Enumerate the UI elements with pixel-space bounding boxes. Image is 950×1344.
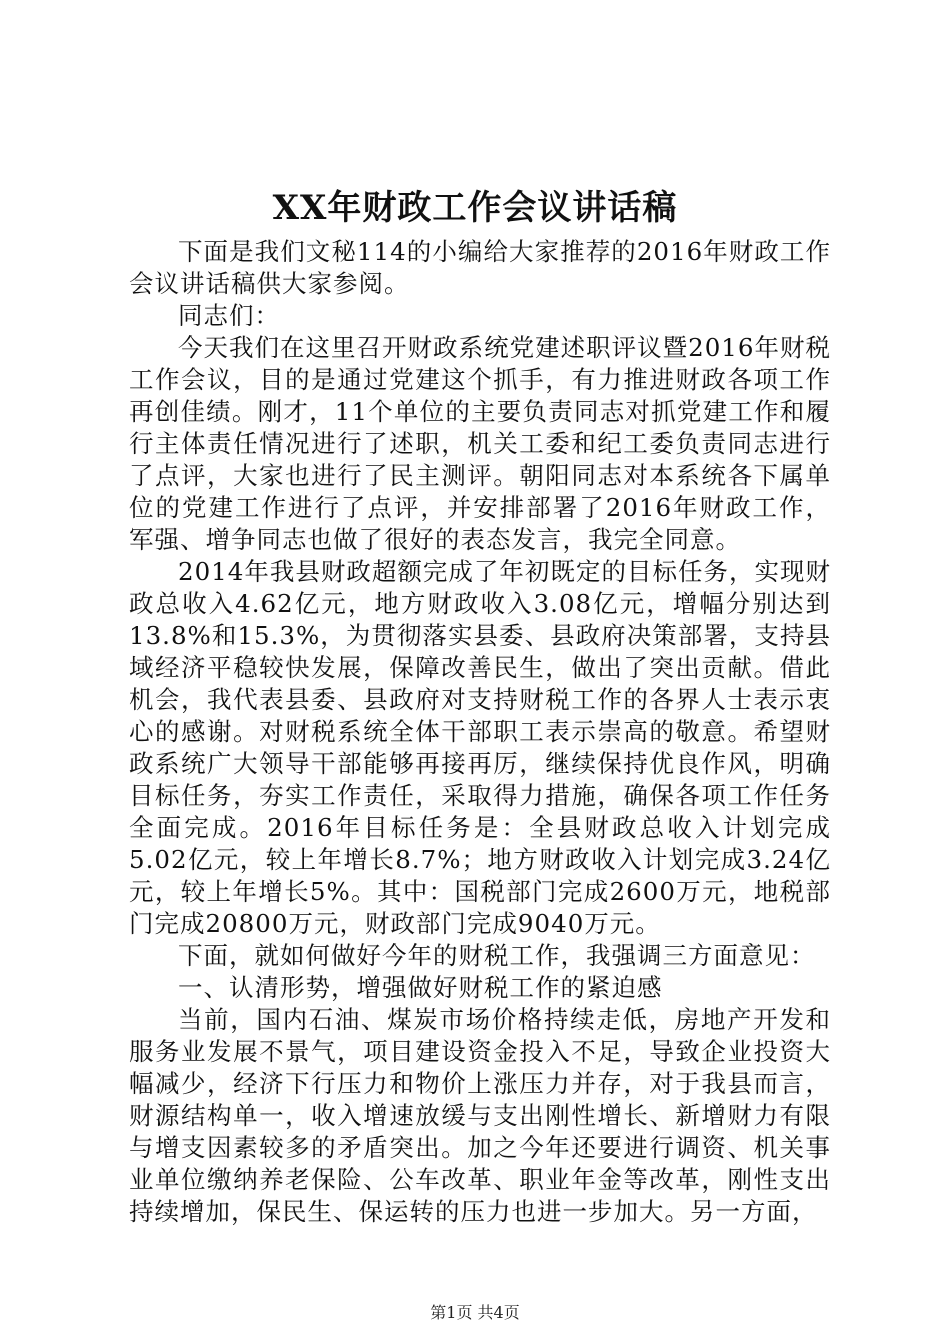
salutation: 同志们： <box>178 301 280 330</box>
body-paragraph: 下面，就如何做好今年的财税工作，我强调三方面意见： <box>178 941 816 970</box>
section-heading: 一、认清形势，增强做好财税工作的紧迫感 <box>178 973 663 1002</box>
intro-paragraph: 下面是我们文秘114的小编给大家推荐的2016年财政工作会议讲话稿供大家参阅。 <box>129 237 831 298</box>
document-body <box>129 236 831 1228</box>
body-paragraph: 2014年我县财政超额完成了年初既定的目标任务，实现财政总收入4.62亿元，地方财政收入3.08亿元，增幅分别达到13.8%和15.3%，为贯彻落实县委、县政府决策部署，支持县域经济平稳较快发展，保障改善民生，做出了突出贡献。借此机会，我代表县委、县政府对支持财税工作的各界人士表示衷心的感谢。对财税系统全体干部职工表示崇高的敬意。希望财政系统广大领导干部能够再接再厉，继续保持优良作风，明确目标任务，夯实工作责任，采取得力措施，确保各项工作任务全面完成。2016年目标任务是：全县财政总收入计划完成5.02亿元，较上年增长8.7%；地方财政收入计划完成3.24亿元，较上年增长5%。其中：国税部门完成2600万元，地税部门完成20800万元，财政部门完成9040万元。 <box>129 557 831 938</box>
page-footer: 第1页 共4页 <box>430 1303 520 1322</box>
document-title: XX年财政工作会议讲话稿 <box>272 188 678 228</box>
body-paragraph: 当前，国内石油、煤炭市场价格持续走低，房地产开发和服务业发展不景气，项目建设资金投入不足，导致企业投资大幅减少，经济下行压力和物价上涨压力并存，对于我县而言，财源结构单一，收入增速放缓与支出刚性增长、新增财力有限与增支因素较多的矛盾突出。加之今年还要进行调资、机关事业单位缴纳养老保险、公车改革、职业年金等改革，刚性支出持续增加，保民生、保运转的压力也进一步加大。另一方面， <box>129 1005 831 1226</box>
body-paragraph: 今天我们在这里召开财政系统党建述职评议暨2016年财税工作会议，目的是通过党建这个抓手，有力推进财政各项工作再创佳绩。刚才，11个单位的主要负责同志对抓党建工作和履行主体责任情况进行了述职，机关工委和纪工委负责同志进行了点评，大家也进行了民主测评。朝阳同志对本系统各下属单位的党建工作进行了点评，并安排部署了2016年财政工作，军强、增争同志也做了很好的表态发言，我完全同意。 <box>129 333 831 554</box>
